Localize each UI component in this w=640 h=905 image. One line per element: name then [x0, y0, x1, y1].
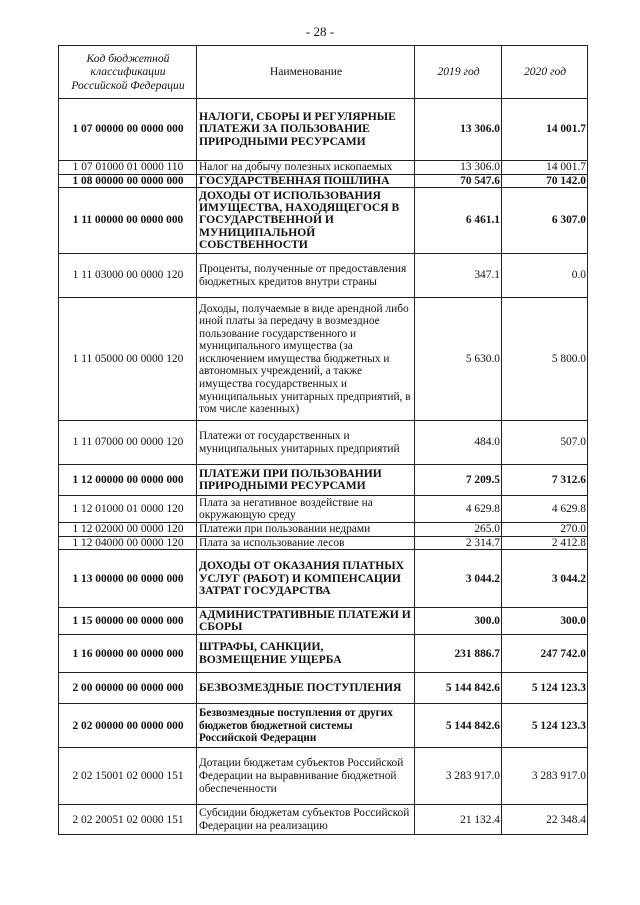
row-name: БЕЗВОЗМЕЗДНЫЕ ПОСТУПЛЕНИЯ [197, 673, 415, 704]
row-code: 2 02 20051 02 0000 151 [59, 805, 197, 835]
row-value-2019: 5 630.0 [415, 298, 502, 421]
row-value-2019: 13 306.0 [415, 99, 502, 161]
row-code: 1 13 00000 00 0000 000 [59, 550, 197, 608]
table-row [59, 536, 588, 550]
row-value-2019: 4 629.8 [415, 496, 502, 523]
row-name: АДМИНИСТРАТИВНЫЕ ПЛАТЕЖИ И СБОРЫ [197, 608, 415, 635]
row-value-2020: 247 742.0 [502, 635, 588, 673]
row-name: Субсидии бюджетам субъектов Российской Федерации на реализацию [197, 805, 415, 835]
table-row [59, 550, 588, 608]
row-name: Платежи при пользовании недрами [197, 523, 415, 537]
table-row [59, 805, 588, 835]
table-row [59, 99, 588, 161]
row-value-2019: 6 461.1 [415, 188, 502, 254]
row-value-2020: 300.0 [502, 608, 588, 635]
table-row [59, 673, 588, 704]
row-value-2019: 7 209.5 [415, 465, 502, 496]
table-row [59, 161, 588, 175]
row-name: ДОХОДЫ ОТ ИСПОЛЬЗОВАНИЯ ИМУЩЕСТВА, НАХОДЯЩЕГОСЯ В ГОСУДАРСТВЕННОЙ И МУНИЦИПАЛЬНОЙ СОБСТВЕННОСТИ [197, 188, 415, 254]
header-code: Код бюджетной классификации Российской Федерации [59, 46, 197, 99]
row-value-2019: 231 886.7 [415, 635, 502, 673]
table-row [59, 188, 588, 254]
table-row [59, 608, 588, 635]
row-value-2019: 2 314.7 [415, 536, 502, 550]
row-code: 1 11 00000 00 0000 000 [59, 188, 197, 254]
row-name: Платежи от государственных и муниципальных унитарных предприятий [197, 421, 415, 465]
row-value-2020: 5 124 123.3 [502, 704, 588, 748]
row-code: 2 00 00000 00 0000 000 [59, 673, 197, 704]
row-code: 1 15 00000 00 0000 000 [59, 608, 197, 635]
row-code: 1 11 07000 00 0000 120 [59, 421, 197, 465]
row-code: 1 12 00000 00 0000 000 [59, 465, 197, 496]
row-value-2019: 5 144 842.6 [415, 673, 502, 704]
row-code: 1 12 01000 01 0000 120 [59, 496, 197, 523]
row-value-2020: 4 629.8 [502, 496, 588, 523]
row-name: ШТРАФЫ, САНКЦИИ, ВОЗМЕЩЕНИЕ УЩЕРБА [197, 635, 415, 673]
row-code: 1 11 03000 00 0000 120 [59, 254, 197, 298]
table-row [59, 635, 588, 673]
row-value-2020: 70 142.0 [502, 174, 588, 188]
header-year-2020: 2020 год [502, 46, 588, 99]
table-row [59, 174, 588, 188]
row-value-2019: 13 306.0 [415, 161, 502, 175]
row-code: 2 02 15001 02 0000 151 [59, 748, 197, 805]
table-row [59, 496, 588, 523]
table-row [59, 465, 588, 496]
table-row [59, 748, 588, 805]
row-code: 1 16 00000 00 0000 000 [59, 635, 197, 673]
row-value-2019: 347.1 [415, 254, 502, 298]
row-value-2020: 5 124 123.3 [502, 673, 588, 704]
row-value-2020: 7 312.6 [502, 465, 588, 496]
row-value-2020: 14 001.7 [502, 99, 588, 161]
header-name: Наименование [197, 46, 415, 99]
row-name: Плата за негативное воздействие на окружающую среду [197, 496, 415, 523]
row-name: Плата за использование лесов [197, 536, 415, 550]
row-value-2019: 21 132.4 [415, 805, 502, 835]
header-year-2019: 2019 год [415, 46, 502, 99]
row-code: 1 12 02000 00 0000 120 [59, 523, 197, 537]
row-value-2019: 300.0 [415, 608, 502, 635]
row-name: ДОХОДЫ ОТ ОКАЗАНИЯ ПЛАТНЫХ УСЛУГ (РАБОТ) И КОМПЕНСАЦИИ ЗАТРАТ ГОСУДАРСТВА [197, 550, 415, 608]
revenue-table [58, 45, 588, 835]
row-value-2019: 3 044.2 [415, 550, 502, 608]
table-row [59, 254, 588, 298]
row-name: Налог на добычу полезных ископаемых [197, 161, 415, 175]
row-value-2019: 265.0 [415, 523, 502, 537]
table-row [59, 298, 588, 421]
row-value-2020: 14 001.7 [502, 161, 588, 175]
page-number: - 28 - [305, 24, 335, 39]
table-header-row [59, 46, 588, 99]
row-code: 1 07 01000 01 0000 110 [59, 161, 197, 175]
table-row [59, 523, 588, 537]
row-value-2020: 3 044.2 [502, 550, 588, 608]
row-value-2019: 70 547.6 [415, 174, 502, 188]
row-name: Проценты, полученные от предоставления бюджетных кредитов внутри страны [197, 254, 415, 298]
row-value-2020: 507.0 [502, 421, 588, 465]
row-value-2020: 2 412.8 [502, 536, 588, 550]
row-value-2019: 3 283 917.0 [415, 748, 502, 805]
row-code: 2 02 00000 00 0000 000 [59, 704, 197, 748]
row-value-2020: 6 307.0 [502, 188, 588, 254]
row-value-2020: 5 800.0 [502, 298, 588, 421]
row-value-2020: 22 348.4 [502, 805, 588, 835]
row-name: ГОСУДАРСТВЕННАЯ ПОШЛИНА [197, 174, 415, 188]
row-name: ПЛАТЕЖИ ПРИ ПОЛЬЗОВАНИИ ПРИРОДНЫМИ РЕСУРСАМИ [197, 465, 415, 496]
row-code: 1 12 04000 00 0000 120 [59, 536, 197, 550]
row-name: НАЛОГИ, СБОРЫ И РЕГУЛЯРНЫЕ ПЛАТЕЖИ ЗА ПОЛЬЗОВАНИЕ ПРИРОДНЫМИ РЕСУРСАМИ [197, 99, 415, 161]
row-value-2019: 484.0 [415, 421, 502, 465]
row-code: 1 11 05000 00 0000 120 [59, 298, 197, 421]
row-value-2020: 270.0 [502, 523, 588, 537]
row-value-2019: 5 144 842.6 [415, 704, 502, 748]
row-value-2020: 3 283 917.0 [502, 748, 588, 805]
row-name: Дотации бюджетам субъектов Российской Федерации на выравнивание бюджетной обеспеченности [197, 748, 415, 805]
row-code: 1 07 00000 00 0000 000 [59, 99, 197, 161]
row-name: Безвозмездные поступления от других бюджетов бюджетной системы Российской Федерации [197, 704, 415, 748]
row-code: 1 08 00000 00 0000 000 [59, 174, 197, 188]
row-name: Доходы, получаемые в виде арендной либо иной платы за передачу в возмездное пользование государственного и муниципального имущества (за исключением имущества бюджетных и автономных учреждений, а также имущества государственных и муниципальных унитарных предприятий, в том числе казенных) [197, 298, 415, 421]
row-value-2020: 0.0 [502, 254, 588, 298]
table-row [59, 421, 588, 465]
table-row [59, 704, 588, 748]
